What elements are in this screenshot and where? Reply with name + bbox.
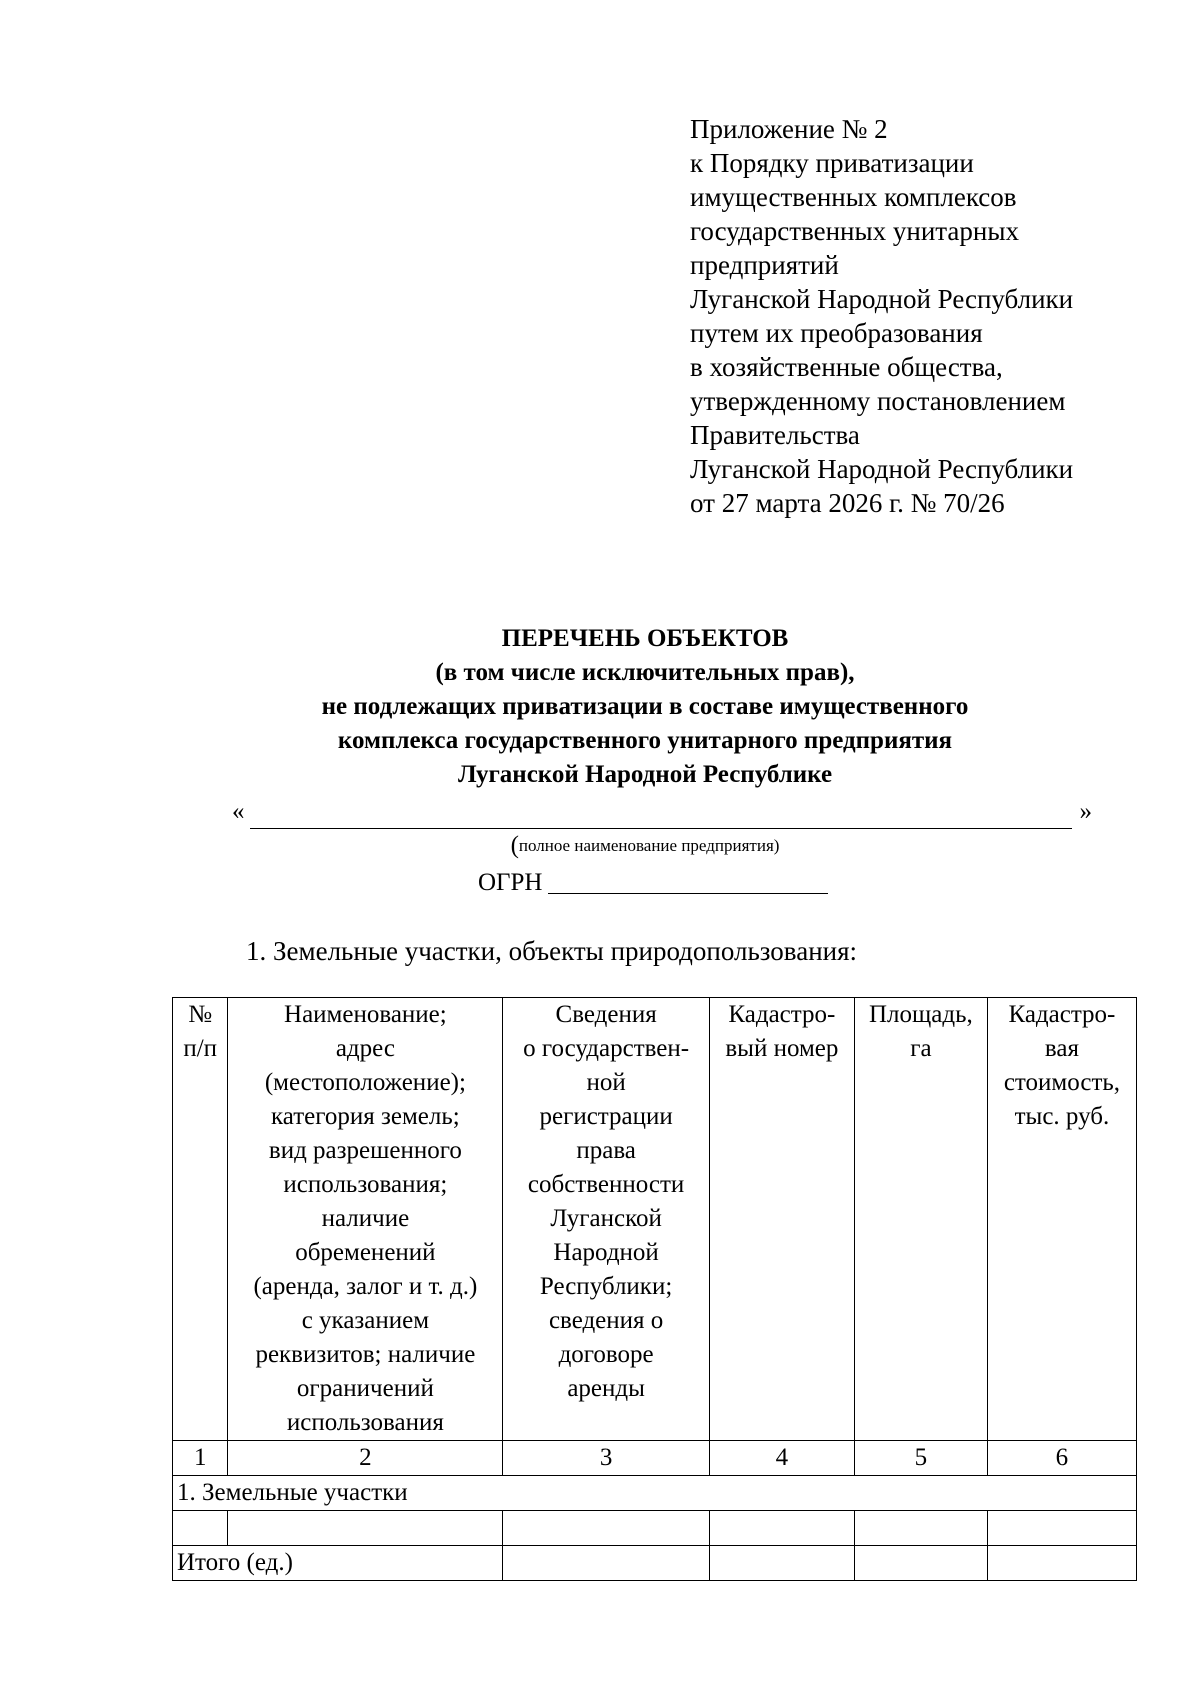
caption-paren: ( [510,832,519,859]
table-row [173,1511,1137,1546]
section-heading: 1. Земельные участки, объекты природопользования: [246,936,858,966]
open-quote: « [232,798,245,825]
table-cell [854,1511,987,1546]
table-header-row [173,998,1137,1441]
appendix-line: государственных унитарных [690,216,1019,246]
enterprise-name-blank [250,828,1072,829]
header-registration: Сведения о государствен- ной регистрации права собственности Луганской Народной Республики; сведения о договоре аренды [503,998,709,1441]
appendix-line: Приложение № 2 [690,114,888,144]
close-quote: » [1079,798,1092,825]
column-number: 4 [709,1441,854,1476]
total-row-label: Итого (ед.) [173,1546,503,1581]
table-cell [709,1511,854,1546]
enterprise-name-caption [160,832,1130,860]
table-cell [987,1546,1136,1581]
total-row [173,1546,1137,1581]
appendix-block [690,112,1190,520]
header-area: Площадь, га [854,998,987,1441]
appendix-line: Правительства [690,420,860,450]
table-cell [173,1511,228,1546]
group-row [173,1476,1137,1511]
land-plots-table [172,997,1137,1581]
appendix-line: утвержденному постановлением [690,386,1066,416]
appendix-line: к Порядку приватизации [690,148,974,178]
title-line: ПЕРЕЧЕНЬ ОБЪЕКТОВ [501,625,789,652]
column-number: 2 [228,1441,503,1476]
header-cadastral-number: Кадастро- вый номер [709,998,854,1441]
title-line: не подлежащих приватизации в составе имущественного [321,693,969,720]
column-number: 5 [854,1441,987,1476]
table-cell [503,1511,709,1546]
appendix-line: путем их преобразования [690,318,983,348]
ogrn-field [478,866,828,900]
appendix-line: имущественных комплексов [690,182,1017,212]
column-number: 1 [173,1441,228,1476]
table-cell [503,1546,709,1581]
table-cell [987,1511,1136,1546]
appendix-line: от 27 марта 2026 г. № 70/26 [690,488,1005,518]
ogrn-label: ОГРН [478,869,543,896]
header-number: № п/п [173,998,228,1441]
enterprise-name-field [232,798,1092,832]
table-cell [709,1546,854,1581]
table-cell [854,1546,987,1581]
title-line: комплекса государственного унитарного предприятия [337,727,953,754]
appendix-line: Луганской Народной Республики [690,454,1074,484]
caption-text: полное наименование предприятия) [518,836,780,855]
appendix-line: Луганской Народной Республики [690,284,1074,314]
title-line: (в том числе исключительных прав), [435,659,855,686]
header-name-address: Наименование; адрес (местоположение); категория земель; вид разрешенного использования; наличие обременений (аренда, залог и т. д.) с указанием реквизитов; наличие ограничений использования [228,998,503,1441]
document-title [160,622,1130,792]
appendix-line: предприятий [690,250,839,280]
appendix-line: в хозяйственные общества, [690,352,1003,382]
group-row-label: 1. Земельные участки [173,1476,1137,1511]
column-number-row [173,1441,1137,1476]
header-cadastral-value: Кадастро- вая стоимость, тыс. руб. [987,998,1136,1441]
table-cell [228,1511,503,1546]
title-line: Луганской Народной Республике [457,761,833,788]
ogrn-blank [548,867,828,894]
column-number: 6 [987,1441,1136,1476]
column-number: 3 [503,1441,709,1476]
